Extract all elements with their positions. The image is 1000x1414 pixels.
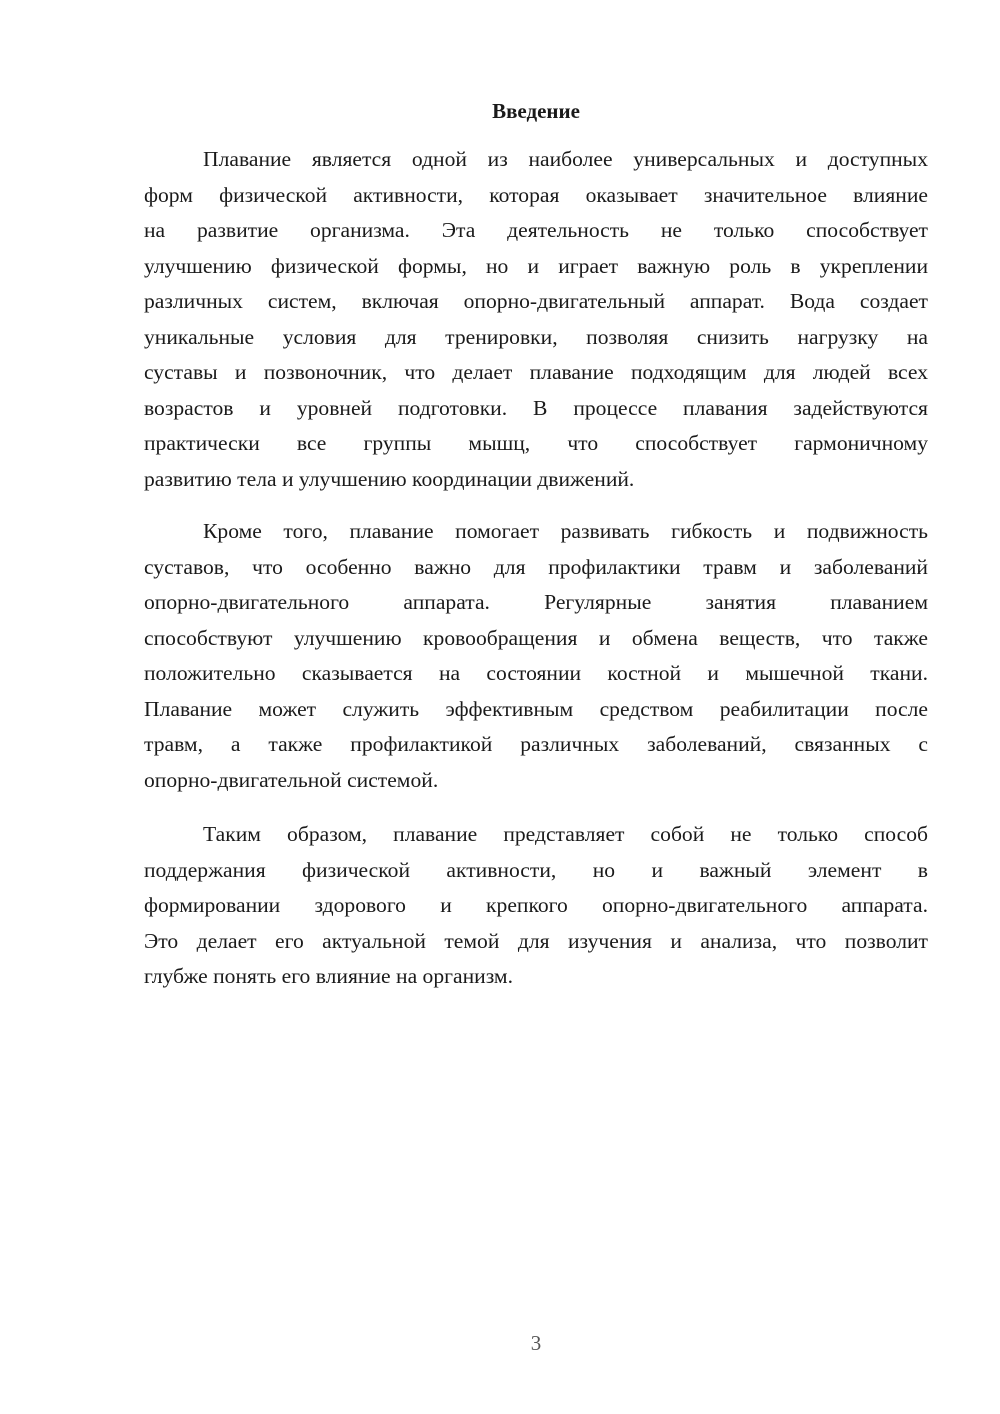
paragraph-line: практически все группы мышц, что способствует гармоничному xyxy=(144,431,928,455)
paragraph-line: опорно-двигательной системой. xyxy=(144,767,439,792)
paragraph-line: уникальные условия для тренировки, позволяя снизить нагрузку на xyxy=(144,324,928,349)
paragraph-line: улучшению физической формы, но и играет важную роль в укреплении xyxy=(144,253,928,278)
paragraph-line: опорно-двигательного аппарата. Регулярные занятия плаванием xyxy=(144,590,928,614)
paragraph-3 xyxy=(144,817,928,995)
paragraph-line: положительно сказывается на состоянии костной и мышечной ткани. xyxy=(144,661,928,685)
section-heading: Введение xyxy=(492,99,580,123)
paragraph-line: развитию тела и улучшению координации движений. xyxy=(144,466,635,491)
page-number: 3 xyxy=(530,1331,542,1355)
paragraph-line: суставы и позвоночник, что делает плавание подходящим для людей всех xyxy=(144,360,928,384)
paragraph-line: возрастов и уровней подготовки. В процессе плавания задействуются xyxy=(144,395,928,420)
paragraph-line: суставов, что особенно важно для профилактики травм и заболеваний xyxy=(144,554,928,579)
paragraph-1 xyxy=(144,142,928,497)
paragraph-2 xyxy=(144,514,928,798)
paragraph-line: различных систем, включая опорно-двигательный аппарат. Вода создает xyxy=(144,289,928,313)
paragraph-line: поддержания физической активности, но и важный элемент в xyxy=(144,857,928,882)
paragraph-line: глубже понять его влияние на организм. xyxy=(144,964,513,988)
paragraph-line: Это делает его актуальной темой для изучения и анализа, что позволит xyxy=(144,928,928,953)
paragraph-line: травм, а также профилактикой различных заболеваний, связанных с xyxy=(144,732,928,756)
paragraph-line: на развитие организма. Эта деятельность не только способствует xyxy=(144,218,928,242)
paragraph-line: способствуют улучшению кровообращения и обмена веществ, что также xyxy=(144,625,928,650)
paragraph-line: Плавание может служить эффективным средством реабилитации после xyxy=(144,696,928,721)
paragraph-line: формировании здорового и крепкого опорно-двигательного аппарата. xyxy=(144,893,928,917)
paragraph-line: Таким образом, плавание представляет собой не только способ xyxy=(203,822,928,846)
paragraph-line: Кроме того, плавание помогает развивать гибкость и подвижность xyxy=(203,519,928,543)
paragraph-line: Плавание является одной из наиболее универсальных и доступных xyxy=(203,147,928,171)
paragraph-line: форм физической активности, которая оказывает значительное влияние xyxy=(144,182,928,207)
